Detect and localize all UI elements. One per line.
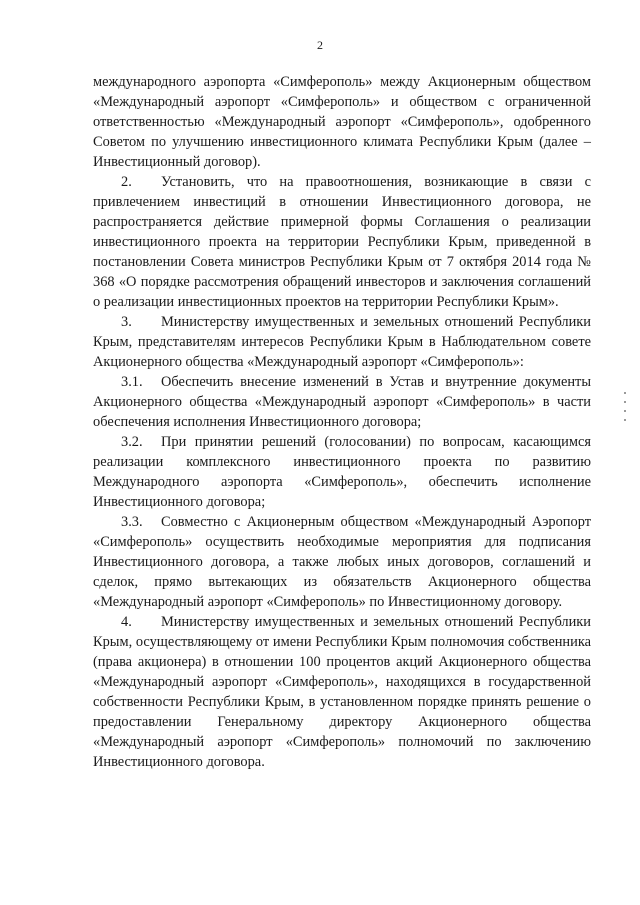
paragraph-3: [93, 312, 591, 372]
scan-mark: [624, 419, 626, 421]
paragraph-number: 2.: [121, 174, 132, 190]
scan-mark: [624, 401, 626, 403]
document-body: [93, 72, 591, 772]
paragraph-number: 4.: [121, 614, 132, 630]
paragraph-text: Министерству имущественных и земельных отношений Республики Крым, представителям интересов Республики Крым в Наблюдательном совете Акционерного общества «Международный аэропорт «Симферополь»:: [93, 314, 591, 370]
paragraph-2: [93, 172, 591, 312]
scan-mark: [624, 410, 626, 412]
paragraph-3-1: [93, 372, 591, 432]
scan-margin-marks: [624, 392, 627, 440]
paragraph-text: Министерству имущественных и земельных отношений Республики Крым, осуществляющему от имени Республики Крым полномочия собственника (права акционера) в отношении 100 процентов акций Акционерного общества «Международный аэропорт «Симферополь», находящихся в государственной собственности Республики Крым, в установленном порядке принять решение о предоставлении Генеральному директору Акционерного общества «Международный аэропорт «Симферополь» полномочий по заключению Инвестиционного договора.: [93, 614, 591, 770]
paragraph-number: 3.3.: [121, 514, 143, 530]
paragraph-number: 3.2.: [121, 434, 143, 450]
paragraph-number: 3.1.: [121, 374, 143, 390]
paragraph-text: Совместно с Акционерным обществом «Международный Аэропорт «Симферополь» осуществить необходимые мероприятия для подписания Инвестиционного договора, а также любых иных договоров, соглашений и сделок, прямо вытекающих из обязательств Акционерного общества «Международный аэропорт «Симферополь» по Инвестиционному договору.: [93, 514, 591, 610]
paragraph-text: Установить, что на правоотношения, возникающие в связи с привлечением инвестиций в отношении Инвестиционного договора, не распространяется действие примерной формы Соглашения о реализации инвестиционного проекта на территории Республики Крым, приведенной в постановлении Совета министров Республики Крым от 7 октября 2014 года № 368 «О порядке рассмотрения обращений инвесторов и заключения соглашений о реализации инвестиционных проектов на территории Республики Крым».: [93, 174, 591, 310]
paragraph-text: международного аэропорта «Симферополь» между Акционерным обществом «Международный аэропорт «Симферополь» и обществом с ограниченной ответственностью «Международный аэропорт «Симферополь», одобренного Советом по улучшению инвестиционного климата Республики Крым (далее – Инвестиционный договор).: [93, 74, 591, 170]
paragraph-continuation: [93, 72, 591, 172]
paragraph-text: Обеспечить внесение изменений в Устав и внутренние документы Акционерного общества «Международный аэропорт «Симферополь» в части обеспечения исполнения Инвестиционного договора;: [93, 374, 591, 430]
paragraph-3-3: [93, 512, 591, 612]
paragraph-4: [93, 612, 591, 772]
page-number: 2: [317, 38, 323, 52]
paragraph-text: При принятии решений (голосовании) по вопросам, касающимся реализации комплексного инвестиционного проекта по развитию Международного аэропорта «Симферополь», обеспечить исполнение Инвестиционного договора;: [93, 434, 591, 510]
paragraph-3-2: [93, 432, 591, 512]
scan-mark: [624, 392, 626, 394]
paragraph-number: 3.: [121, 314, 132, 330]
